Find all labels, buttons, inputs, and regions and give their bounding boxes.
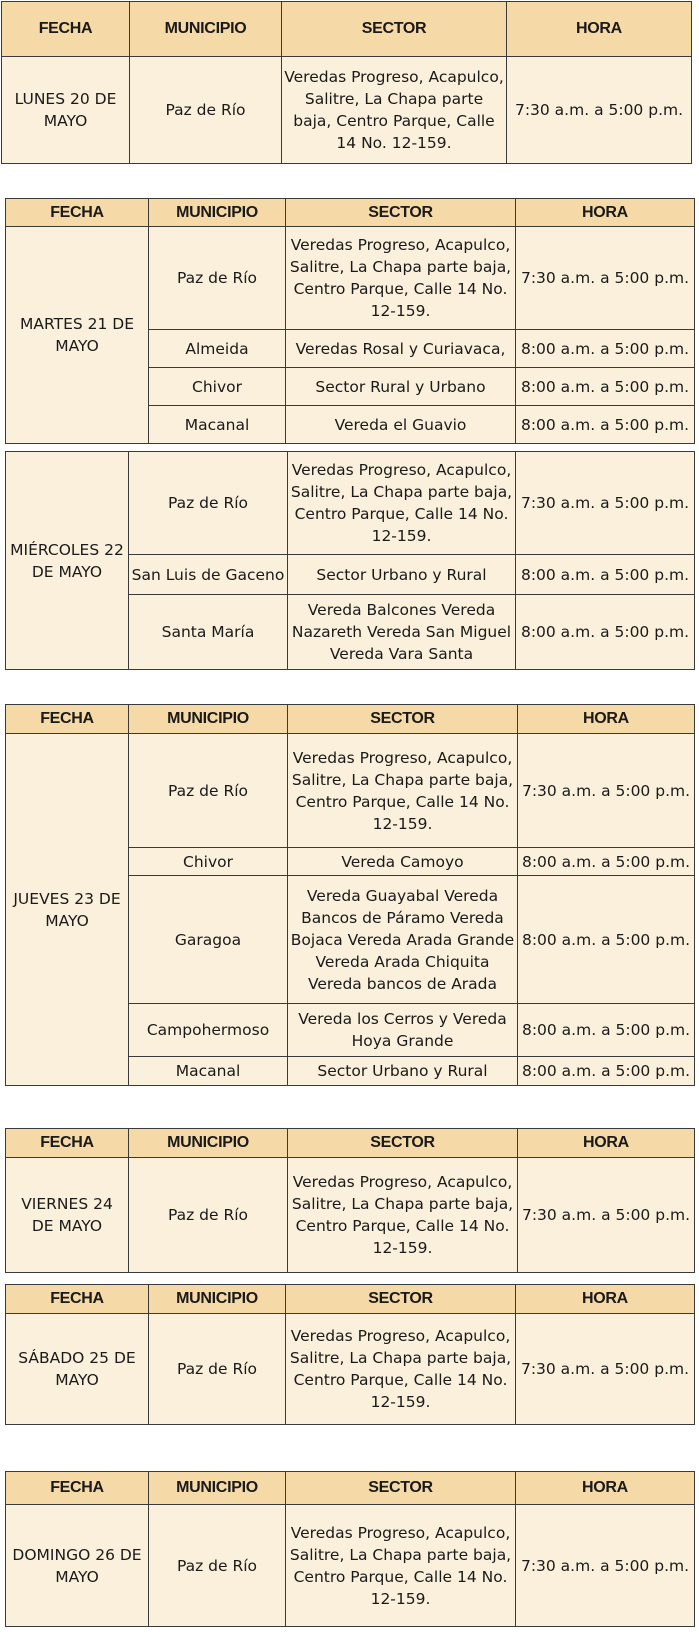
municipio-cell: Macanal — [149, 406, 286, 444]
fecha-cell: DOMINGO 26 DE MAYO — [6, 1505, 149, 1627]
municipio-cell: Paz de Río — [149, 1314, 286, 1425]
header-hora: HORA — [518, 1129, 695, 1158]
schedule-table-miercoles — [5, 451, 695, 670]
municipio-cell: Paz de Río — [129, 1158, 288, 1273]
sector-cell: Vereda Balcones Vereda Nazareth Vereda San Miguel Vereda Vara Santa — [288, 595, 516, 670]
schedule-table-domingo — [5, 1471, 695, 1627]
header-sector: SECTOR — [282, 2, 507, 57]
schedule-table-martes — [5, 198, 695, 444]
header-fecha: FECHA — [6, 1285, 149, 1314]
schedule-table-jueves — [5, 704, 695, 1086]
header-municipio: MUNICIPIO — [149, 1285, 286, 1314]
header-municipio: MUNICIPIO — [130, 2, 282, 57]
sector-cell: Veredas Progreso, Acapulco, Salitre, La Chapa parte baja, Centro Parque, Calle 14 No. 12-159. — [288, 452, 516, 555]
hora-cell: 7:30 a.m. a 5:00 p.m. — [516, 452, 695, 555]
header-fecha: FECHA — [6, 1472, 149, 1505]
sector-cell: Sector Urbano y Rural — [288, 1057, 518, 1086]
sector-cell: Vereda Guayabal Vereda Bancos de Páramo Vereda Bojaca Vereda Arada Grande Vereda Arada Chiquita Vereda bancos de Arada — [288, 876, 518, 1004]
header-sector: SECTOR — [288, 1129, 518, 1158]
fecha-cell: LUNES 20 DE MAYO — [2, 57, 130, 164]
municipio-cell: Paz de Río — [130, 57, 282, 164]
municipio-cell: Chivor — [129, 848, 288, 876]
hora-cell: 8:00 a.m. a 5:00 p.m. — [516, 406, 695, 444]
municipio-cell: Paz de Río — [129, 452, 288, 555]
sector-cell: Veredas Progreso, Acapulco, Salitre, La Chapa parte baja, Centro Parque, Calle 14 No. 12-159. — [288, 734, 518, 848]
header-hora: HORA — [507, 2, 692, 57]
header-fecha: FECHA — [6, 1129, 129, 1158]
header-fecha: FECHA — [6, 705, 129, 734]
hora-cell: 8:00 a.m. a 5:00 p.m. — [516, 330, 695, 368]
sector-cell: Vereda los Cerros y Vereda Hoya Grande — [288, 1004, 518, 1057]
hora-cell: 7:30 a.m. a 5:00 p.m. — [518, 734, 695, 848]
sector-cell: Veredas Rosal y Curiavaca, — [286, 330, 516, 368]
schedule-table-lunes — [1, 1, 692, 164]
sector-cell: Sector Rural y Urbano — [286, 368, 516, 406]
hora-cell: 8:00 a.m. a 5:00 p.m. — [518, 1004, 695, 1057]
sector-cell: Veredas Progreso, Acapulco, Salitre, La Chapa parte baja, Centro Parque, Calle 14 No. 12-159. — [286, 227, 516, 330]
hora-cell: 7:30 a.m. a 5:00 p.m. — [507, 57, 692, 164]
header-sector: SECTOR — [288, 705, 518, 734]
hora-cell: 8:00 a.m. a 5:00 p.m. — [518, 876, 695, 1004]
hora-cell: 8:00 a.m. a 5:00 p.m. — [516, 595, 695, 670]
header-municipio: MUNICIPIO — [149, 1472, 286, 1505]
hora-cell: 8:00 a.m. a 5:00 p.m. — [516, 368, 695, 406]
header-sector: SECTOR — [286, 199, 516, 227]
municipio-cell: Campohermoso — [129, 1004, 288, 1057]
header-fecha: FECHA — [6, 199, 149, 227]
hora-cell: 7:30 a.m. a 5:00 p.m. — [518, 1158, 695, 1273]
hora-cell: 7:30 a.m. a 5:00 p.m. — [516, 227, 695, 330]
municipio-cell: Paz de Río — [129, 734, 288, 848]
hora-cell: 8:00 a.m. a 5:00 p.m. — [518, 1057, 695, 1086]
header-sector: SECTOR — [286, 1472, 516, 1505]
schedule-table-sabado — [5, 1284, 695, 1425]
municipio-cell: Almeida — [149, 330, 286, 368]
sector-cell: Veredas Progreso, Acapulco, Salitre, La Chapa parte baja, Centro Parque, Calle 14 No. 12-159. — [286, 1505, 516, 1627]
fecha-cell: SÁBADO 25 DE MAYO — [6, 1314, 149, 1425]
fecha-cell: JUEVES 23 DE MAYO — [6, 734, 129, 1086]
fecha-cell: MIÉRCOLES 22 DE MAYO — [6, 452, 129, 670]
header-municipio: MUNICIPIO — [129, 705, 288, 734]
fecha-cell: VIERNES 24 DE MAYO — [6, 1158, 129, 1273]
sector-cell: Veredas Progreso, Acapulco, Salitre, La Chapa parte baja, Centro Parque, Calle 14 No. 12-159. — [286, 1314, 516, 1425]
header-municipio: MUNICIPIO — [129, 1129, 288, 1158]
municipio-cell: Paz de Río — [149, 1505, 286, 1627]
hora-cell: 7:30 a.m. a 5:00 p.m. — [516, 1505, 695, 1627]
municipio-cell: Garagoa — [129, 876, 288, 1004]
header-hora: HORA — [516, 199, 695, 227]
municipio-cell: San Luis de Gaceno — [129, 555, 288, 595]
header-municipio: MUNICIPIO — [149, 199, 286, 227]
hora-cell: 8:00 a.m. a 5:00 p.m. — [516, 555, 695, 595]
header-fecha: FECHA — [2, 2, 130, 57]
header-hora: HORA — [518, 705, 695, 734]
fecha-cell: MARTES 21 DE MAYO — [6, 227, 149, 444]
header-sector: SECTOR — [286, 1285, 516, 1314]
hora-cell: 7:30 a.m. a 5:00 p.m. — [516, 1314, 695, 1425]
sector-cell: Vereda el Guavio — [286, 406, 516, 444]
sector-cell: Veredas Progreso, Acapulco, Salitre, La Chapa parte baja, Centro Parque, Calle 14 No. 12-159. — [282, 57, 507, 164]
municipio-cell: Paz de Río — [149, 227, 286, 330]
sector-cell: Vereda Camoyo — [288, 848, 518, 876]
schedule-table-viernes — [5, 1128, 695, 1273]
sector-cell: Sector Urbano y Rural — [288, 555, 516, 595]
municipio-cell: Santa María — [129, 595, 288, 670]
header-hora: HORA — [516, 1285, 695, 1314]
sector-cell: Veredas Progreso, Acapulco, Salitre, La Chapa parte baja, Centro Parque, Calle 14 No. 12-159. — [288, 1158, 518, 1273]
header-hora: HORA — [516, 1472, 695, 1505]
hora-cell: 8:00 a.m. a 5:00 p.m. — [518, 848, 695, 876]
municipio-cell: Macanal — [129, 1057, 288, 1086]
municipio-cell: Chivor — [149, 368, 286, 406]
